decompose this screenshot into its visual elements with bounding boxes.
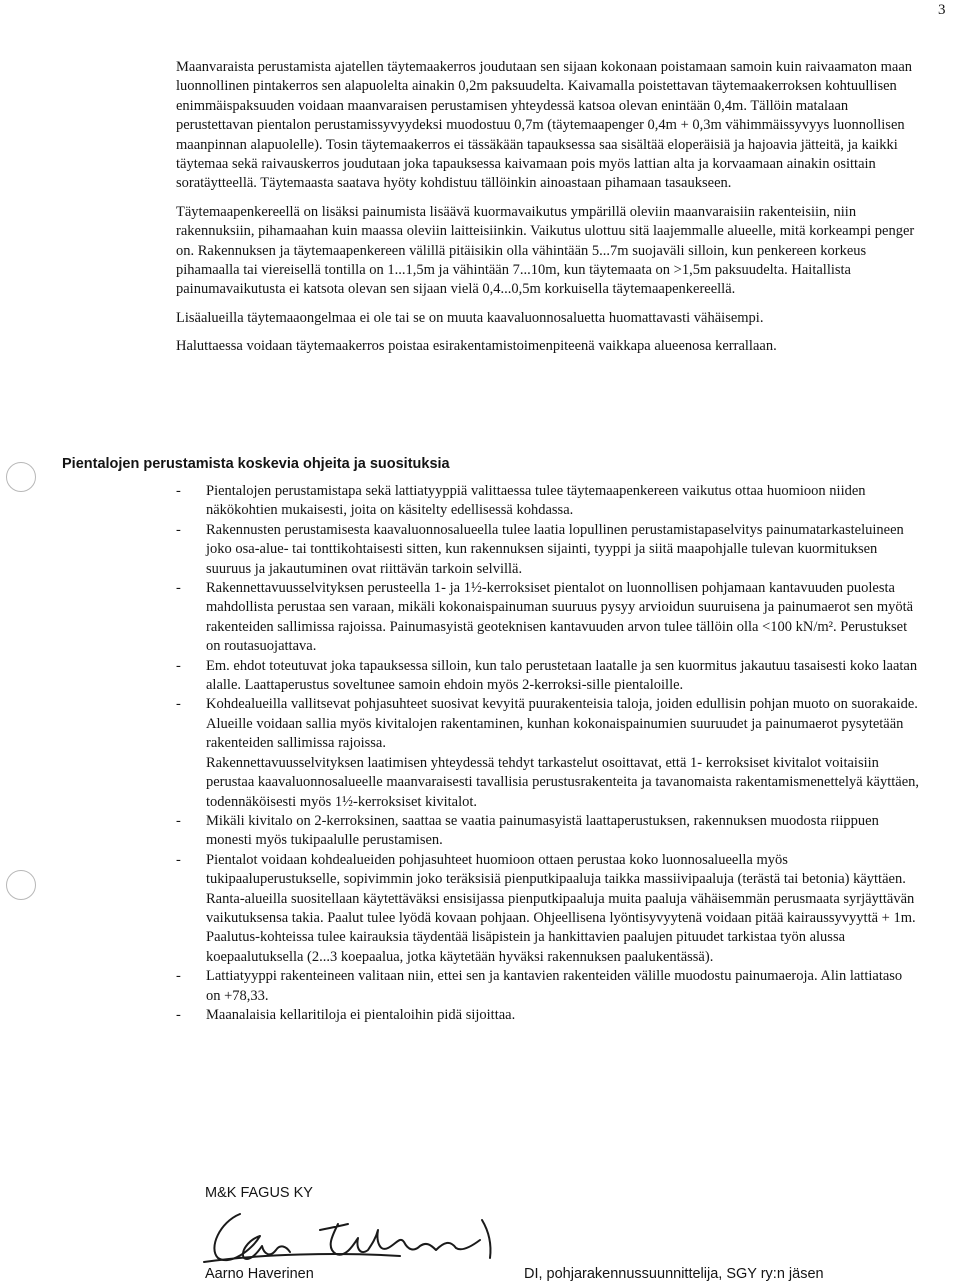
signer-name: Aarno Haverinen — [205, 1266, 314, 1282]
list-item-text: Pientalojen perustamistapa sekä lattiatyyppiä valittaessa tulee täytemaapenkereen vaikutus ottaa huomioon niiden näkökohtien mukaisesti, joita on käsitelty edellisessä kohdassa. — [206, 483, 866, 519]
list-item-text: Rakennettavuusselvityksen perusteella 1- ja 1½-kerroksiset pientalot on luonnollisen pohjamaan kantavuuden puolesta mahdollista perustaa sen varaan, mikäli kokonaispainuman suuruus pysyy arvioidun suuruisena ja painumaerot sen myötä rakenteiden sallimissa rajoissa. Painumasyistä geoteknisen kantavuuden arvon tulee tällöin olla <100 kN/m². Perustukset on routasuojattava. — [206, 580, 914, 655]
intro-paragraph-2: Täytemaapenkereellä on lisäksi painumista lisäävä kuormavaikutus ympärillä oleviin maanvaraisiin rakenteisiin, niin rakennuksiin, pihamaahan kuin maassa oleviin laitteisiinkin. Vaikutus ulottuu sitä laajemmalle alueelle, mitä korkeampi penger on. Rakennuksen ja täytemaapenkereen välillä pitäisikin olla vähintään 5...7m suojaväli silloin, kun penkereen korkeus pihamaalla tai viereisellä tontilla on 1...1,5m ja vähintään 7...10m, kun täytemaata on >1,5m paksuudelta. Haitallista painumavaikutusta ei katsota olevan sen sijaan vielä 0,4...0,5m korkuisella täytemaapenkereellä. — [176, 203, 915, 298]
list-item — [176, 967, 920, 1006]
bullet-dash: - — [176, 580, 181, 597]
handwritten-signature — [200, 1200, 520, 1270]
list-item-text-continued: Rakennettavuusselvityksen laatimisen yhteydessä tehdyt tarkastelut osoittavat, että 1- kerroksiset kivitalot voitaisiin perustaa kaavaluonnosalueelle maanvaraisesti tavallisia perustusrakenteita ja tavanomaista rakentamismenettelyä käyttäen, todennäköisesti myös 1½-kerroksiset kivitalot. — [206, 754, 920, 810]
punch-hole-top — [6, 462, 36, 492]
list-item — [176, 657, 920, 696]
list-item-text: Pientalot voidaan kohdealueiden pohjasuhteet huomioon ottaen perustaa koko luonnosalueella myös tukipaaluperustukselle, sopivimmin joko teräksisiä pienputkipaaluja taikka massiivipaaluja (terästä tai betonia) käyttäen. Ranta-alueilla suositellaan käytettäväksi ensisijassa pienputkipaaluja muita paaluja vähäisemmän perusmaata syrjäyttävän vaikutuksensa takia. Paalut tulee lyödä kovaan pohjaan. Ohjeellisena lyöntisyvyytenä voidaan pitää kairaussyvyyttä + 1m. Paalutus-kohteissa tulee kairauksia täydentää lisäpistein ja hankittavien paalujen pituudet tarkistaa työn alussa koepaalutuksella (2...3 koepaalua, jotka käytetään hyväksi rakennuksen paalukentässä). — [206, 851, 916, 965]
list-item-text: Mikäli kivitalo on 2-kerroksinen, saattaa se vaatia painumasyistä laattaperustuksen, rakennuksen muodosta riippuen monesti myös tukipaalulle perustamisen. — [206, 812, 879, 849]
page-number: 3 — [938, 2, 946, 18]
punch-hole-bottom — [6, 870, 36, 900]
list-item — [176, 695, 920, 811]
list-item — [176, 851, 920, 967]
signer-title: DI, pohjarakennussuunnittelija, SGY ry:n jäsen — [524, 1266, 824, 1282]
bullet-dash: - — [176, 812, 181, 829]
list-item — [176, 482, 920, 521]
recommendation-list — [176, 482, 920, 1025]
intro-paragraph-1: Maanvaraista perustamista ajatellen täytemaakerros joudutaan sen sijaan kokonaan poistamaan samoin kuin raivaamaton maan luonnollinen pintakerros sen alapuolelta ainakin 0,2m paksuudelta. Kaivamalla poistettavan täytemaakerroksen kohtuullisen enimmäispaksuuden voidaan maanvaraisen perustamisen yhteydessä katsoa olevan enintään 0,4m. Tällöin matalaan perustettavan pientalon perustamissyvyydeksi muodostuu 0,7m (täytemaapenger 0,4m + 0,3m vähimmäissyvyys luonnollisen maanpinnan alapuolelle). Tosin täytemaakerros ei tässäkään tapauksessa saa sisältää eloperäisiä ja hajoavia jätteitä, ja kaikki täytemaa sekä raivauskerros joudutaan joka tapauksessa kaivamaan pois myös lattian alta ja korvaamaan ainakin osittain soratäytteellä. Täytemaasta saatava hyöty kohdistuu tällöinkin ainoastaan pihamaan tasaukseen. — [176, 59, 913, 192]
list-item-text: Lattiatyyppi rakenteineen valitaan niin, ettei sen ja kantavien rakenteiden välille muodostu painumaeroja. Alin lattiataso on +78,33. — [206, 968, 903, 1004]
list-item — [176, 1006, 920, 1025]
company-name: M&K FAGUS KY — [205, 1185, 313, 1201]
bullet-dash: - — [176, 657, 181, 674]
list-item-text: Maanalaisia kellaritiloja ei pientaloihin pidä sijoittaa. — [206, 1006, 516, 1023]
intro-paragraph-4: Haluttaessa voidaan täytemaakerros poistaa esirakentamistoimenpiteenä vaikkapa alueenosa kerrallaan. — [176, 338, 777, 355]
bullet-dash: - — [176, 696, 181, 713]
list-item — [176, 812, 920, 851]
bullet-dash: - — [176, 851, 181, 868]
list-item — [176, 521, 920, 579]
intro-paragraph-3: Lisäalueilla täytemaaongelmaa ei ole tai se on muuta kaavaluonnosaluetta huomattavasti vähäisempi. — [176, 309, 764, 326]
section-heading: Pientalojen perustamista koskevia ohjeita ja suosituksia — [62, 456, 450, 472]
list-item — [176, 579, 920, 657]
bullet-dash: - — [176, 521, 181, 538]
list-item-text: Kohdealueilla vallitsevat pohjasuhteet suosivat kevyitä puurakenteisia taloja, joiden edullisin pohjan muoto on suorakaide. Alueille voidaan sallia myös kivitalojen rakentaminen, kunhan kokonaispainumien suuruudet ja painumaerot pysytetään rakenteiden sallimissa rajoissa. — [206, 696, 918, 752]
intro-text — [176, 58, 922, 357]
bullet-dash: - — [176, 483, 181, 499]
bullet-dash: - — [176, 968, 181, 985]
bullet-dash: - — [176, 1006, 181, 1023]
list-item-text: Rakennusten perustamisesta kaavaluonnosalueella tulee laatia lopullinen perustamistapaselvitys painumatarkasteluineen joko osa-alue- tai tonttikohtaisesti sitten, kun rakennuksen sijainti, tyyppi ja siitä maapohjalle tulevan kuormituksen suuruus ja jakautuminen ovat riittävän tarkoin selvillä. — [206, 521, 904, 577]
list-item-text: Em. ehdot toteutuvat joka tapauksessa silloin, kun talo perustetaan laatalle ja sen kuormitus jakautuu tasaisesti koko laatan alalle. Laattaperustus soveltunee samoin ehdoin myös 2-kerroksi-sille pientaloille. — [206, 657, 918, 694]
